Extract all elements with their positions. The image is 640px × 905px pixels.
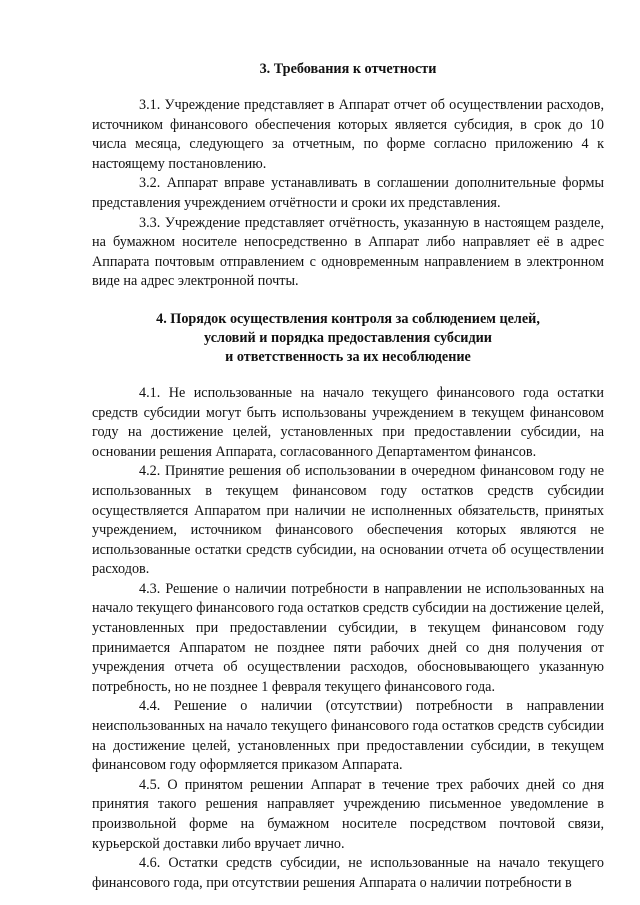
section-4-body xyxy=(92,384,604,893)
paragraph-4-6: 4.6. Остатки средств субсидии, не использованные на начало текущего финансового года, при отсутствии решения Аппарата о наличии потребности в xyxy=(92,855,604,891)
paragraph-4-5: 4.5. О принятом решении Аппарат в течение трех рабочих дней со дня принятия такого решения направляет учреждению письменное уведомление в произвольной форме на бумажном носителе посредством почтовой связи, курьерской доставки либо вручает лично. xyxy=(92,776,604,852)
paragraph-4-4: 4.4. Решение о наличии (отсутствии) потребности в направлении неиспользованных на начало текущего финансового года остатков средств субсидии на достижение целей, установленных при предоставлении субсидии, в текущем финансовом году оформляется приказом Аппарата. xyxy=(92,698,604,774)
section-3-body xyxy=(92,96,604,292)
paragraph-3-2: 3.2. Аппарат вправе устанавливать в соглашении дополнительные формы представления учреждением отчётности и сроки их представления. xyxy=(92,175,604,211)
paragraph-4-3: 4.3. Решение о наличии потребности в направлении не использованных на начало текущего финансового года остатков средств субсидии на достижение целей, установленных при предоставлении субсидии, в текущем финансовом году принимается Аппаратом не позднее пяти рабочих дней со дня получения от учреждения отчета об осуществлении расходов, обосновывающего указанную потребность, но не позднее 1 февраля текущего финансового года. xyxy=(92,580,604,695)
section-4-title-line-1: 4. Порядок осуществления контроля за соблюдением целей, xyxy=(156,310,540,327)
paragraph-4-1: 4.1. Не использованные на начало текущего финансового года остатки средств субсидии могут быть использованы учреждением в текущем финансовом году на достижение целей, установленных при предоставлении субсидии, на основании решения Аппарата, согласованного Департаментом финансов. xyxy=(92,384,604,460)
section-4-title xyxy=(92,310,604,367)
section-3-title: 3. Требования к отчетности xyxy=(259,61,437,77)
paragraph-3-1: 3.1. Учреждение представляет в Аппарат отчет об осуществлении расходов, источником финансового обеспечения которых является субсидия, в срок до 10 числа месяца, следующего за отчетным, по форме согласно приложению 4 к настоящему постановлению. xyxy=(92,97,604,172)
paragraph-3-3: 3.3. Учреждение представляет отчётность, указанную в настоящем разделе, на бумажном носителе непосредственно в Аппарат либо направляет её в адрес Аппарата почтовым отправлением с одновременным направлением в электронном виде на адрес электронной почты. xyxy=(92,214,604,290)
section-4-title-line-2: условий и порядка предоставления субсидии xyxy=(204,329,492,346)
document-page xyxy=(92,60,604,893)
section-4-title-line-3: и ответственность за их несоблюдение xyxy=(225,348,471,365)
paragraph-4-2: 4.2. Принятие решения об использовании в очередном финансовом году не использованных в текущем финансовом году остатков средств субсидии осуществляется Аппаратом при наличии не исполненных обязательств, принятых учреждением, источником финансового обеспечения которых являются не использованные остатки средств субсидии, на основании отчета об осуществлении расходов. xyxy=(92,463,604,578)
